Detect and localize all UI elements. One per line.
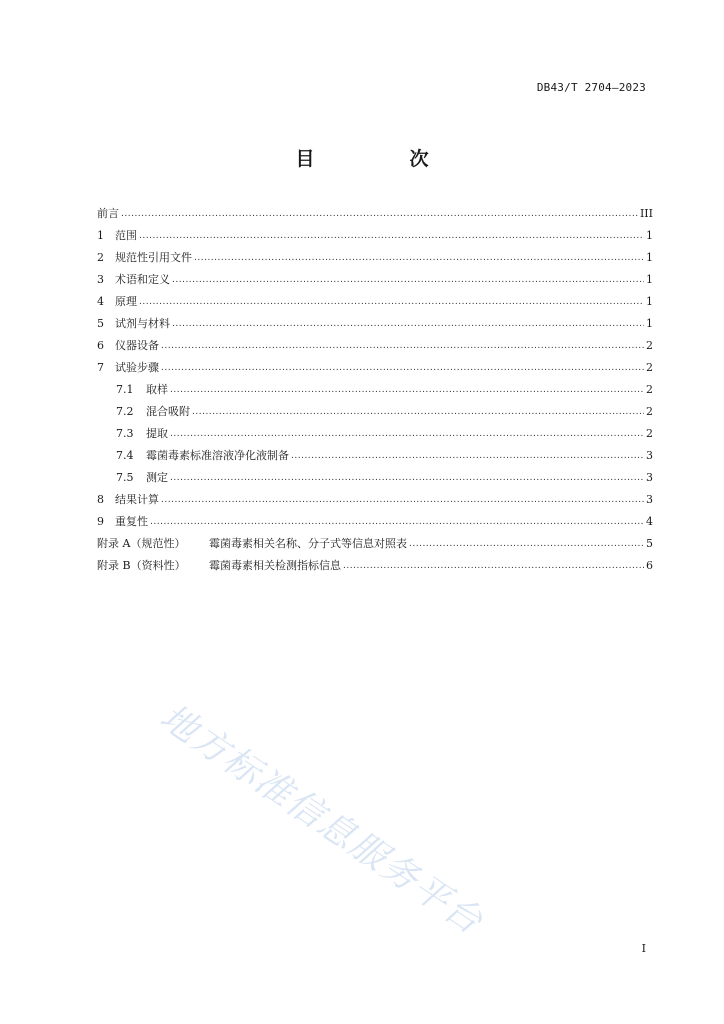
toc-entry-text: 测定 (146, 471, 168, 484)
toc-entry-number: 7.2 (116, 405, 134, 418)
toc-entry-number: 8 (97, 493, 104, 506)
toc-entry-page: 2 (646, 383, 653, 396)
toc-entry-annex-b[interactable] (97, 555, 653, 577)
table-of-contents (97, 203, 653, 577)
toc-entry-number: 3 (97, 273, 104, 286)
document-code: DB43/T 2704—2023 (536, 81, 646, 94)
toc-entry-page: 1 (646, 317, 653, 330)
toc-leader-dots (172, 273, 644, 287)
toc-entry-text: 霉菌毒素标准溶液净化液制备 (146, 449, 289, 462)
toc-entry-number: 9 (97, 515, 104, 528)
toc-entry-page: 2 (646, 427, 653, 440)
toc-entry-page: 1 (646, 295, 653, 308)
toc-entry-text: 前言 (97, 207, 119, 220)
toc-leader-dots (139, 229, 644, 243)
toc-entry-page: 1 (646, 229, 653, 242)
toc-entry-number: 7.3 (116, 427, 134, 440)
toc-entry-page: 4 (646, 515, 653, 528)
toc-entry-text: 规范性引用文件 (115, 251, 192, 264)
toc-entry-number: 6 (97, 339, 104, 352)
toc-entry-text: 仪器设备 (115, 339, 159, 352)
toc-entry-text: 原理 (115, 295, 137, 308)
toc-entry-page: 2 (646, 339, 653, 352)
toc-leader-dots (150, 515, 644, 529)
toc-entry-7-3[interactable] (97, 423, 653, 445)
toc-entry-number: 4 (97, 295, 104, 308)
toc-entry-number: 附录 B（资料性） (97, 559, 186, 572)
toc-entry-page: 3 (646, 471, 653, 484)
toc-leader-dots (121, 207, 638, 221)
toc-entry-1[interactable] (97, 225, 653, 247)
toc-entry-page: 3 (646, 493, 653, 506)
toc-entry-page: 2 (646, 405, 653, 418)
toc-entry-7-2[interactable] (97, 401, 653, 423)
toc-entry-7[interactable] (97, 357, 653, 379)
toc-entry-number: 7.4 (116, 449, 134, 462)
toc-entry-text: 取样 (146, 383, 168, 396)
toc-leader-dots (161, 361, 644, 375)
toc-entry-number: 7 (97, 361, 104, 374)
toc-leader-dots (192, 405, 644, 419)
toc-entry-page: 6 (646, 559, 653, 572)
toc-entry-6[interactable] (97, 335, 653, 357)
toc-leader-dots (161, 493, 644, 507)
toc-entry-page: III (639, 207, 653, 220)
toc-leader-dots (139, 295, 644, 309)
toc-leader-dots (170, 383, 644, 397)
toc-entry-number: 7.5 (116, 471, 134, 484)
toc-entry-4[interactable] (97, 291, 653, 313)
toc-entry-number: 5 (97, 317, 104, 330)
toc-entry-3[interactable] (97, 269, 653, 291)
toc-entry-8[interactable] (97, 489, 653, 511)
watermark: 地方标准信息服务平台 (152, 696, 491, 944)
toc-entry-page: 5 (646, 537, 653, 550)
toc-entry-text: 霉菌毒素相关检测指标信息 (209, 559, 341, 572)
toc-entry-annex-a[interactable] (97, 533, 653, 555)
toc-entry-page: 3 (646, 449, 653, 462)
toc-leader-dots (172, 317, 644, 331)
toc-entry-text: 混合吸附 (146, 405, 190, 418)
toc-entry-number: 7.1 (116, 383, 134, 396)
toc-entry-number: 2 (97, 251, 104, 264)
toc-leader-dots (161, 339, 644, 353)
toc-entry-2[interactable] (97, 247, 653, 269)
toc-entry-text: 术语和定义 (115, 273, 170, 286)
toc-entry-foreword[interactable] (97, 203, 653, 225)
page-number: I (641, 942, 646, 955)
toc-leader-dots (343, 559, 644, 573)
toc-leader-dots (194, 251, 644, 265)
toc-entry-7-1[interactable] (97, 379, 653, 401)
toc-leader-dots (170, 427, 644, 441)
toc-entry-text: 提取 (146, 427, 168, 440)
toc-entry-number: 1 (97, 229, 104, 242)
toc-entry-page: 1 (646, 273, 653, 286)
toc-leader-dots (291, 449, 644, 463)
toc-entry-text: 试验步骤 (115, 361, 159, 374)
toc-entry-page: 2 (646, 361, 653, 374)
toc-leader-dots (409, 537, 644, 551)
toc-entry-7-4[interactable] (97, 445, 653, 467)
toc-entry-text: 试剂与材料 (115, 317, 170, 330)
toc-entry-text: 重复性 (115, 515, 148, 528)
toc-entry-text: 结果计算 (115, 493, 159, 506)
toc-entry-text: 范围 (115, 229, 137, 242)
toc-entry-text: 霉菌毒素相关名称、分子式等信息对照表 (209, 537, 407, 550)
toc-entry-number: 附录 A（规范性） (97, 537, 186, 550)
toc-title: 目 次 (295, 148, 467, 170)
toc-entry-7-5[interactable] (97, 467, 653, 489)
toc-entry-5[interactable] (97, 313, 653, 335)
toc-entry-9[interactable] (97, 511, 653, 533)
toc-entry-page: 1 (646, 251, 653, 264)
toc-leader-dots (170, 471, 644, 485)
